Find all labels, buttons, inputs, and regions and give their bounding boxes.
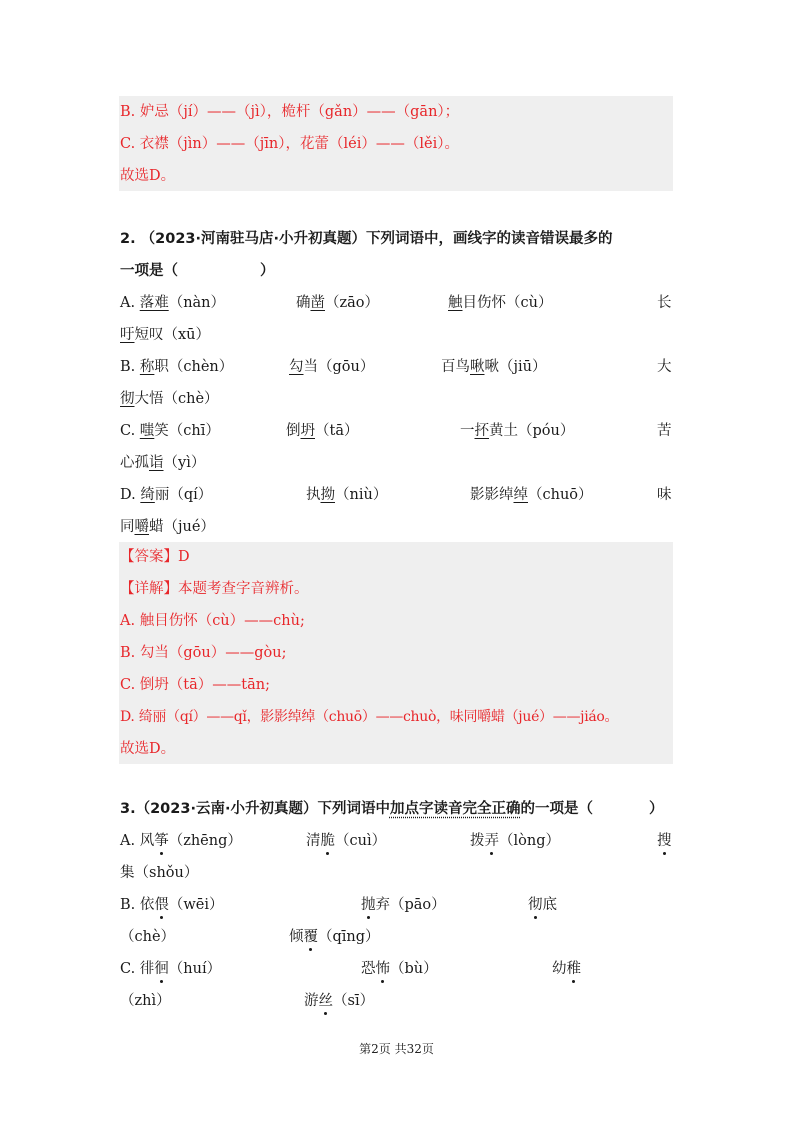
dotted-char: 丝 — [318, 993, 333, 1009]
underlined-char: 诣 — [149, 455, 164, 471]
q3-option-c-word3-start: 幼稚 — [552, 961, 581, 977]
q2-option-d-word4-start: 味 — [657, 487, 672, 503]
dotted-char: 抛 — [361, 897, 376, 913]
dotted-char: 筝 — [154, 833, 169, 849]
underlined-char: 吁 — [120, 327, 135, 343]
q3-option-b-word3-end: （chè） — [120, 929, 176, 945]
q2-option-b-word2: 勾当（gōu） — [289, 359, 375, 375]
q3-option-c-word2: 恐怖（bù） — [361, 961, 438, 977]
page-number: 第2页 共32页 — [359, 1042, 434, 1056]
q3-option-a-word4-end: 集（shǒu） — [120, 865, 199, 881]
underlined-char: 绮 — [140, 487, 155, 503]
q3-option-a-word1: A. 风筝（zhēng） — [120, 833, 242, 849]
q2-option-c-word2: 倒坍（tā） — [286, 423, 359, 439]
underlined-char: 坍 — [300, 423, 315, 439]
q2-stem-line1: 2. （2023·河南驻马店·小升初真题）下列词语中，画线字的读音错误最多的 — [120, 231, 613, 247]
q2-option-a-word2: 确凿（zāo） — [296, 295, 380, 311]
underlined-char: 抔 — [474, 423, 489, 439]
q3-option-c-word1: C. 徘徊（huí） — [120, 961, 222, 977]
q2-explanation-d: D. 绮丽（qí）——qǐ，影影绰绰（chuō）——chuò，味同嚼蜡（jué）——jiáo。 — [120, 709, 619, 725]
detail-text: 本题考查字音辨析。 — [178, 581, 309, 597]
prev-explanation-b: B. 妒忌（jí）——（jì），桅杆（gǎn）——（gān）； — [120, 104, 460, 120]
dotted-phrase: 加点字读音完全正确 — [389, 801, 521, 817]
q3-option-a-word2: 清脆（cuì） — [306, 833, 387, 849]
underlined-char: 拗 — [320, 487, 335, 503]
q2-option-a-word3: 触目伤怀（cù） — [448, 295, 553, 311]
dotted-char: 彻 — [528, 897, 543, 913]
q2-explanation-b: B. 勾当（gōu）——gòu; — [120, 645, 287, 661]
underlined-char: 称 — [139, 359, 155, 375]
detail-tag: 【详解】 — [120, 581, 178, 597]
dotted-char: 徊 — [154, 961, 169, 977]
q3-option-a-word3: 拨弄（lòng） — [470, 833, 560, 849]
dotted-char: 怖 — [375, 961, 390, 977]
q3-stem: 3.（2023·云南·小升初真题）下列词语中加点字读音完全正确的一项是（ ） — [120, 801, 664, 817]
underlined-char: 落难 — [139, 295, 169, 311]
q2-option-a-word4-end: 吁短叹（xū） — [120, 327, 211, 343]
q2-answer — [120, 547, 190, 567]
q3-option-b-word1: B. 依偎（wēi） — [120, 897, 224, 913]
q2-option-c-word3: 一抔黄土（póu） — [460, 423, 575, 439]
q3-option-a-word4-start — [657, 831, 672, 851]
q3-option-b-word2: 抛弃（pāo） — [361, 897, 446, 913]
q3-option-c-word3-end: （zhì） — [120, 993, 171, 1009]
q2-explanation-c: C. 倒坍（tā）——tān; — [120, 677, 270, 693]
q2-option-d-word1: D. 绮丽（qí） — [120, 487, 213, 503]
q3-option-b-word3-start: 彻底 — [528, 897, 557, 913]
q2-stem-line2 — [120, 261, 275, 281]
q2-explanation-a: A. 触目伤怀（cù）——chù; — [120, 613, 305, 629]
q3-option-b-word4: 倾覆（qīng） — [289, 929, 380, 945]
dotted-char: 脆 — [320, 833, 335, 849]
underlined-char: 勾 — [289, 359, 304, 375]
prev-conclusion: 故选D。 — [120, 168, 176, 184]
q2-option-c-word4-end: 心孤诣（yì） — [120, 455, 206, 471]
prev-explanation-c: C. 衣襟（jìn）——（jīn），花蕾（léi）——（lěi）。 — [120, 136, 459, 152]
dotted-char: 覆 — [303, 929, 318, 945]
q2-option-c-word1: C. 嗤笑（chī） — [120, 423, 220, 439]
underlined-char: 凿 — [310, 295, 325, 311]
q2-option-d-word4-end: 同嚼蜡（jué） — [120, 519, 215, 535]
q2-option-a-word4-start: 长 — [657, 295, 672, 311]
q3-option-c-word4: 游丝（sī） — [304, 993, 375, 1009]
q2-option-a-word1: A. 落难（nàn） — [120, 295, 226, 311]
underlined-char: 触 — [448, 295, 463, 311]
q2-detail — [120, 579, 309, 599]
underlined-char: 嚼 — [134, 519, 149, 535]
q2-stem-suffix: ） — [260, 263, 275, 279]
underlined-char: 嗤 — [139, 423, 155, 439]
underlined-char: 绰 — [513, 487, 528, 503]
dotted-char: 弄 — [484, 833, 499, 849]
q2-option-d-word3: 影影绰绰（chuō） — [470, 487, 593, 503]
q2-option-d-word2: 执拗（niù） — [306, 487, 388, 503]
underlined-char: 彻 — [120, 391, 135, 407]
q2-stem-prefix: 一项是（ — [120, 263, 178, 279]
q2-option-b-word3: 百鸟啾啾（jiū） — [441, 359, 547, 375]
q2-option-b-word1: B. 称职（chèn） — [120, 359, 234, 375]
answer-tag: 【答案】 — [120, 549, 178, 565]
underlined-char: 啾 — [470, 359, 485, 375]
q2-option-b-word4-start: 大 — [657, 359, 672, 375]
answer-value: D — [178, 549, 190, 565]
dotted-char: 偎 — [154, 897, 169, 913]
dotted-char: 搜 — [657, 833, 672, 849]
dotted-char: 稚 — [566, 961, 581, 977]
q2-option-b-word4-end: 彻大悟（chè） — [120, 391, 219, 407]
q2-option-c-word4-start: 苦 — [657, 423, 672, 439]
q2-conclusion: 故选D。 — [120, 741, 176, 757]
